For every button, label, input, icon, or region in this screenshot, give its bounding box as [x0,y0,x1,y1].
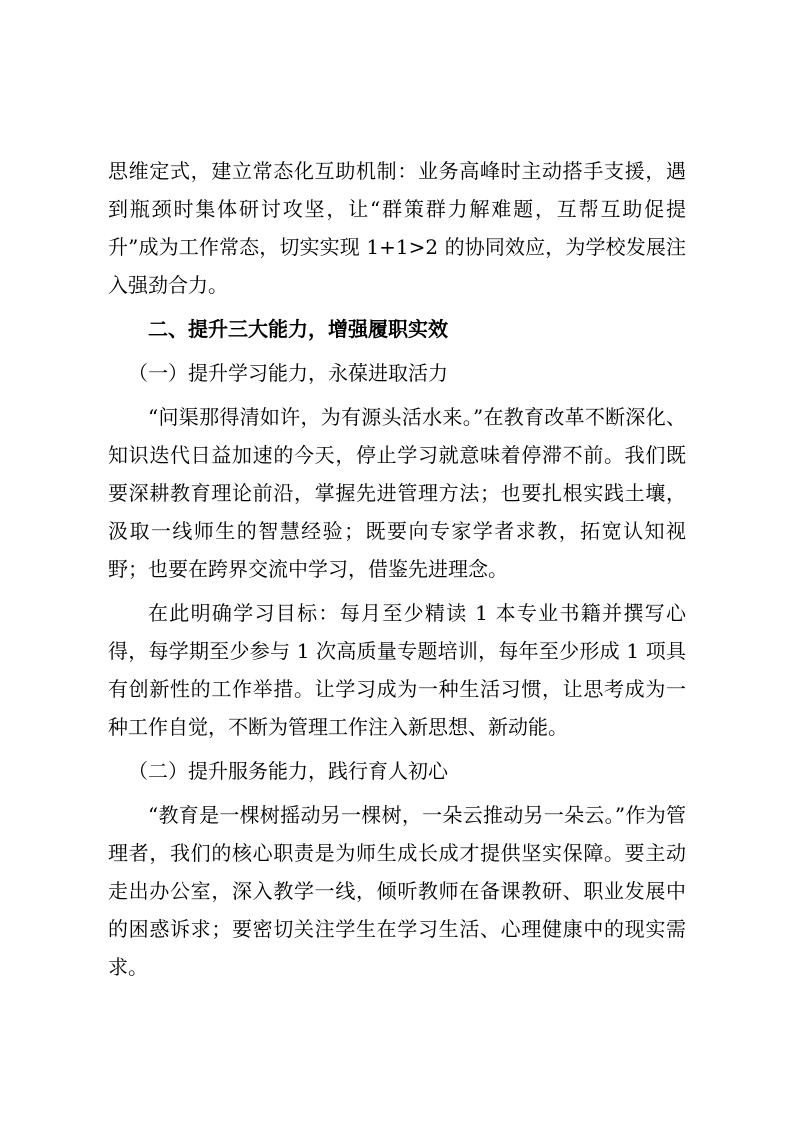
continued-paragraph: 思维定式，建立常态化互助机制：业务高峰时主动搭手支援，遇到瓶颈时集体研讨攻坚，让“群策群力解难题，互帮互助促提升”成为工作常态，切实实现 1+1>2 的协同效应，为学校发展注入强劲合力。 [108,159,686,297]
body-paragraph-learning-intro: “问渠那得清如许，为有源头活水来。”在教育改革不断深化、知识迭代日益加速的今天，停止学习就意味着停滞不前。我们既要深耕教育理论前沿，掌握先进管理方法；也要扎根实践土壤，汲取一线师生的智慧经验；既要向专家学者求教，拓宽认知视野；也要在跨界交流中学习，借鉴先进理念。 [108,405,686,581]
subsection-heading-learning: （一）提升学习能力，永葆进取活力 [128,361,448,385]
subsection-heading-service: （二）提升服务能力，践行育人初心 [128,759,448,783]
section-heading: 二、提升三大能力，增强履职实效 [148,317,448,341]
body-paragraph-learning-goals: 在此明确学习目标：每月至少精读 1 本专业书籍并撰写心得，每学期至少参与 1 次高质量专题培训，每年至少形成 1 项具有创新性的工作举措。让学习成为一种生活习惯，让思考成为一种工作自觉，不断为管理工作注入新思想、新动能。 [108,601,686,739]
body-paragraph-service: “教育是一棵树摇动另一棵树，一朵云推动另一朵云。”作为管理者，我们的核心职责是为师生成长成才提供坚实保障。要主动走出办公室，深入教学一线，倾听教师在备课教研、职业发展中的困惑诉求；要密切关注学生在学习生活、心理健康中的现实需求。 [108,803,686,979]
document-body [108,152,686,992]
